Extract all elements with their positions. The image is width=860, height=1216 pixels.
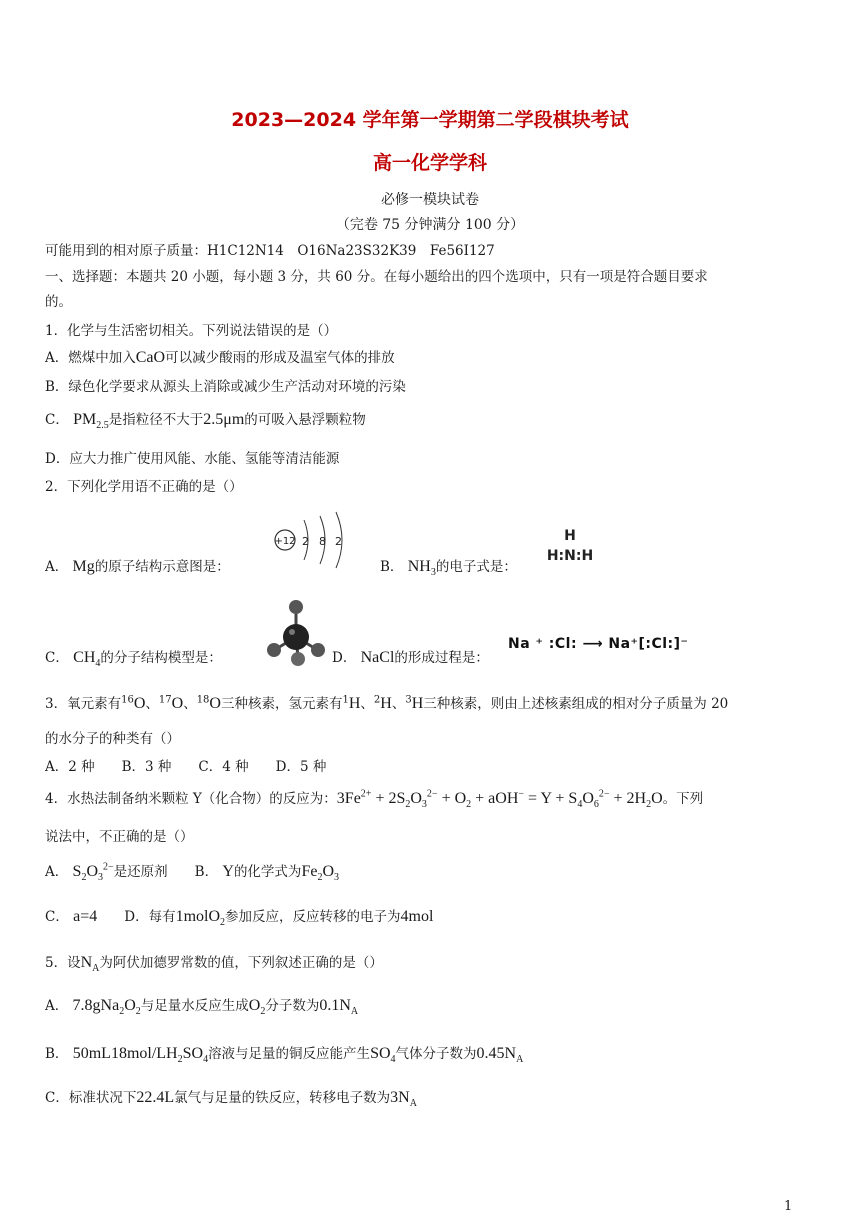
q2-d-chem: NaCl — [360, 649, 395, 666]
q5-option-a: A． $7.8gNa_2O_2$与足量水反应生成$O_2$分子数为$0.1N_A$ — [45, 997, 359, 1018]
q4-line2: 说法中，不正确的是（） — [45, 829, 194, 845]
nucleus-charge: +12 — [274, 536, 296, 547]
q3-options: A．2 种 B．3 种 C．4 种 D．5 种 — [45, 759, 327, 775]
atomic-mass-line: 可能用到的相对原子质量：H1C12N14 O16Na23S32K39 Fe56I127 — [45, 243, 495, 259]
q2-option-b — [380, 557, 517, 577]
q1-option-b: B．绿色化学要求从源头上消除或减少生产活动对环境的污染 — [45, 379, 406, 395]
q5-option-c: C．标准状况下22.4L氯气与足量的铁反应，转移电子数为$3N_A$ — [45, 1089, 417, 1110]
q1-option-a — [45, 348, 395, 368]
q2-c-chem: $CH_4$ — [73, 649, 101, 670]
q2-b-text: 的电子式是： — [435, 559, 517, 575]
q2-b-prefix: B． — [380, 559, 404, 575]
q2-stem: 2．下列化学用语不正确的是（） — [45, 479, 243, 495]
hydrogen-atom — [267, 643, 281, 657]
mg-atomic-structure-diagram — [272, 510, 362, 570]
shell-count-2: 8 — [319, 535, 326, 548]
section-heading: 一、选择题：本题共 20 小题，每小题 3 分，共 60 分。在每小题给出的四个选项中，只有一项是符合题目要求 — [45, 269, 708, 285]
q2-c-text: 的分子结构模型是： — [100, 650, 222, 666]
q2-a-prefix: A． — [45, 559, 69, 575]
module-label: 必修一模块试卷 — [381, 192, 479, 208]
q1-a-chem: CaO — [135, 349, 166, 366]
q1-c-chem: $PM_{2.5}$ — [73, 411, 109, 432]
shell-count-3: 2 — [335, 535, 342, 548]
q2-c-prefix: C． — [45, 650, 69, 666]
shell-count-1: 2 — [302, 535, 309, 548]
q1-a-prefix: A．燃煤中加入 — [45, 350, 136, 366]
carbon-atom — [283, 624, 309, 650]
q2-b-chem: $NH_3$ — [407, 558, 436, 579]
subject-title: 高一化学学科 — [372, 152, 487, 174]
hydrogen-atom — [291, 652, 305, 666]
exam-title: 2023—2024 学年第一学期第二学段棋块考试 — [231, 109, 629, 131]
q1-c-text: 的可吸入悬浮颗粒物 — [244, 412, 366, 428]
page-number: 1 — [784, 1199, 793, 1214]
q2-d-text: 的形成过程是： — [394, 650, 489, 666]
nh3-top-h: H — [564, 528, 576, 544]
hydrogen-atom — [311, 643, 325, 657]
q5-stem: 5．设$N_A$为阿伏加德罗常数的值，下列叙述正确的是（） — [45, 954, 383, 975]
q4-option-a-b: A． $S_2O_3^{2-}$是还原剂 B． Y的化学式为$Fe_2O_3$ — [45, 861, 339, 884]
q2-option-a — [45, 557, 230, 577]
section-heading-cont: 的。 — [45, 294, 72, 310]
q4-option-c-d: C． a=4 D．每有1molO$_2$参加反应，反应转移的电子为4mol — [45, 908, 434, 929]
q2-d-prefix: D． — [332, 650, 357, 666]
q1-stem: 1．化学与生活密切相关。下列说法错误的是（） — [45, 323, 338, 339]
time-score-label: （完卷 75 分钟满分 100 分） — [335, 217, 525, 233]
q1-option-d: D．应大力推广使用风能、水能、氢能等清洁能源 — [45, 451, 340, 467]
q2-option-c — [45, 648, 222, 668]
q1-option-c — [45, 410, 366, 430]
q2-a-chem: Mg — [72, 558, 95, 575]
q4-equation: $3Fe^{2+} + 2S_2O_3^{2-} + O_2 + aOH^- = Y + S_4O_6^{2-} + 2H_2O$ — [336, 788, 663, 811]
hydrogen-atom — [289, 600, 303, 614]
q4-line1: 4．水热法制备纳米颗粒 Y（化合物）的反应为：$3Fe^{2+} + 2S_2O_3^{2-} + O_2 + aOH^- = Y + S_4O_6^{2-} + 2H_2O$。下列 — [45, 788, 704, 811]
q1-c-mid: 是指粒径不大于 — [108, 412, 204, 428]
q1-c-value: 2.5μm — [203, 411, 245, 428]
q5-option-b: B． $50mL18mol/LH_2SO_4$溶液与足量的铜反应能产生$SO_4$气体分子数为$0.45N_A$ — [45, 1045, 524, 1066]
q1-c-prefix: C． — [45, 412, 69, 428]
nh3-electron-formula — [540, 526, 600, 566]
q2-a-text: 的原子结构示意图是： — [94, 559, 230, 575]
ch4-molecule-model — [266, 597, 328, 667]
nacl-formation-process: Na ⁺ :Cl: ⟶ Na⁺[:Cl:]⁻ — [508, 636, 689, 652]
q1-a-text: 可以减少酸雨的形成及温室气体的排放 — [165, 350, 395, 366]
q2-option-d — [332, 648, 489, 668]
nh3-mid-row: H:N:H — [546, 548, 594, 564]
q3-line2: 的水分子的种类有（） — [45, 731, 180, 747]
q3-line1: 3．氧元素有$^{16}$O、$^{17}$O、$^{18}$O三种核素，氢元素有$^1$H、$^2$H、$^3$H三种核素，则由上述核素组成的相对分子质量为 20 — [45, 694, 729, 712]
